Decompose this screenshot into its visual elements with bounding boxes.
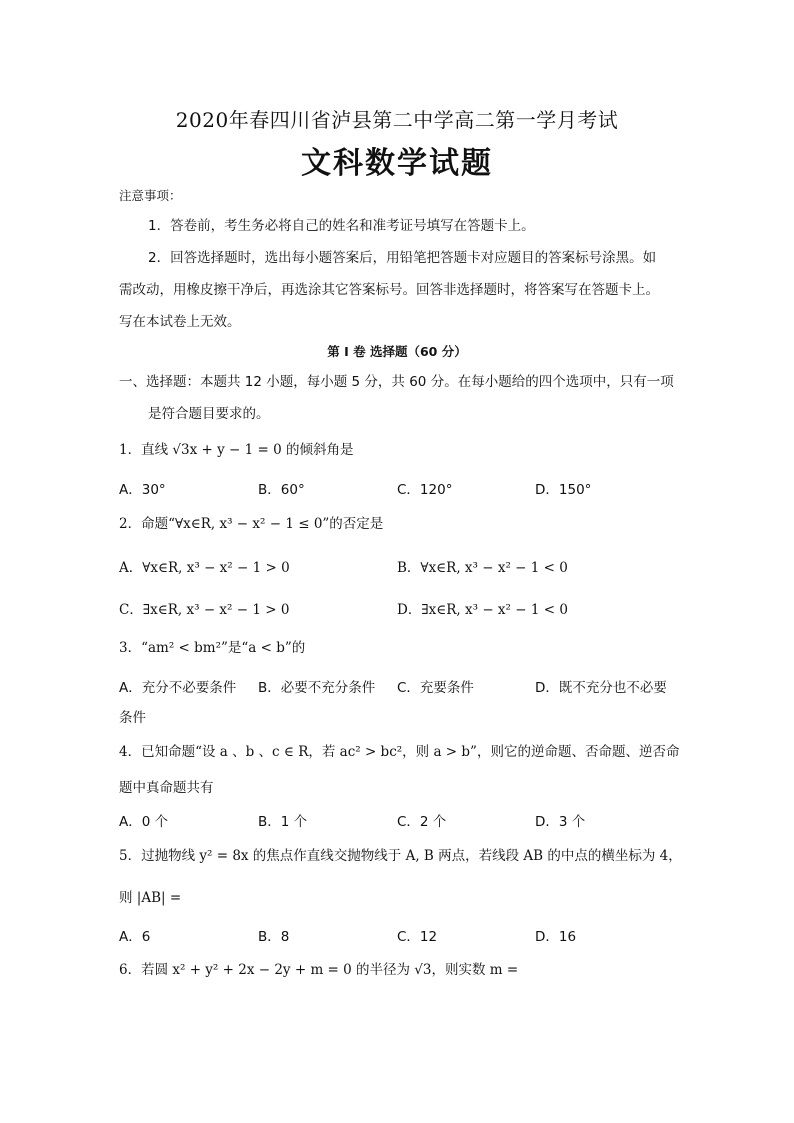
notice-item-1: 1．答卷前，考生务必将自己的姓名和准考证号填写在答题卡上。: [148, 218, 535, 234]
section-intro-line1: 一、选择题：本题共 12 小题，每小题 5 分，共 60 分。在每小题给的四个选项中，只有一项: [119, 374, 674, 390]
question-3-stem: 3．“am² < bm²”是“a < b”的: [119, 640, 306, 656]
question-1-stem: 1．直线 √3x + y − 1 = 0 的倾斜角是: [119, 442, 354, 458]
question-4-stem-line1: 4．已知命题“设 a 、b 、c ∈ R，若 ac² > bc²，则 a > b”，则它的逆命题、否命题、逆否命: [119, 744, 680, 760]
section-intro-line2: 是符合题目要求的。: [148, 406, 270, 422]
question-4-option-b: B．1 个: [258, 814, 308, 830]
question-6-stem: 6．若圆 x² + y² + 2x − 2y + m = 0 的半径为 √3，则实数 m =: [119, 962, 519, 978]
question-4-option-a: A．0 个: [119, 814, 169, 830]
question-3-option-c: C．充要条件: [397, 680, 474, 696]
question-3-option-b: B．必要不充分条件: [258, 680, 376, 696]
question-2-option-c: C．∃x∈R, x³ − x² − 1 > 0: [119, 602, 290, 618]
question-2-option-d: D．∃x∈R, x³ − x² − 1 < 0: [397, 602, 568, 618]
notice-item-2-line3: 写在本试卷上无效。: [119, 314, 241, 330]
exam-title: 2020年春四川省泸县第二中学高二第一学月考试: [175, 108, 619, 132]
question-5-option-c: C．12: [397, 929, 438, 945]
question-1-option-b: B．60°: [258, 482, 305, 498]
notice-item-2-line2: 需改动，用橡皮擦干净后，再选涂其它答案标号。回答非选择题时，将答案写在答题卡上。: [119, 282, 659, 298]
question-4-stem-line2: 题中真命题共有: [119, 780, 214, 796]
question-2-option-b: B．∀x∈R, x³ − x² − 1 < 0: [397, 560, 568, 576]
question-1-option-d: D．150°: [535, 482, 592, 498]
question-4-option-d: D．3 个: [535, 814, 586, 830]
question-3-option-d: D．既不充分也不必要: [535, 680, 667, 696]
question-1-option-c: C．120°: [397, 482, 453, 498]
question-1-option-a: A．30°: [119, 482, 166, 498]
notice-item-2-line1: 2．回答选择题时，选出每小题答案后，用铅笔把答题卡对应题目的答案标号涂黑。如: [148, 250, 657, 266]
question-5-option-b: B．8: [258, 929, 290, 945]
question-5-stem-line1: 5．过抛物线 y² = 8x 的焦点作直线交抛物线于 A, B 两点，若线段 AB 的中点的横坐标为 4，: [119, 848, 682, 864]
question-3-option-a: A．充分不必要条件: [119, 680, 237, 696]
question-2-stem: 2．命题“∀x∈R, x³ − x² − 1 ≤ 0”的否定是: [119, 516, 384, 532]
exam-subject-title: 文科数学试题: [301, 146, 493, 181]
question-5-option-a: A．6: [119, 929, 151, 945]
part-title: 第 I 卷 选择题（60 分）: [327, 344, 467, 359]
question-5-option-d: D．16: [535, 929, 577, 945]
question-4-option-c: C．2 个: [397, 814, 447, 830]
notice-heading: 注意事项：: [119, 188, 182, 203]
question-2-option-a: A．∀x∈R, x³ − x² − 1 > 0: [119, 560, 290, 576]
question-5-stem-line2: 则 |AB| =: [119, 890, 182, 906]
question-3-option-d-continuation: 条件: [119, 710, 146, 726]
